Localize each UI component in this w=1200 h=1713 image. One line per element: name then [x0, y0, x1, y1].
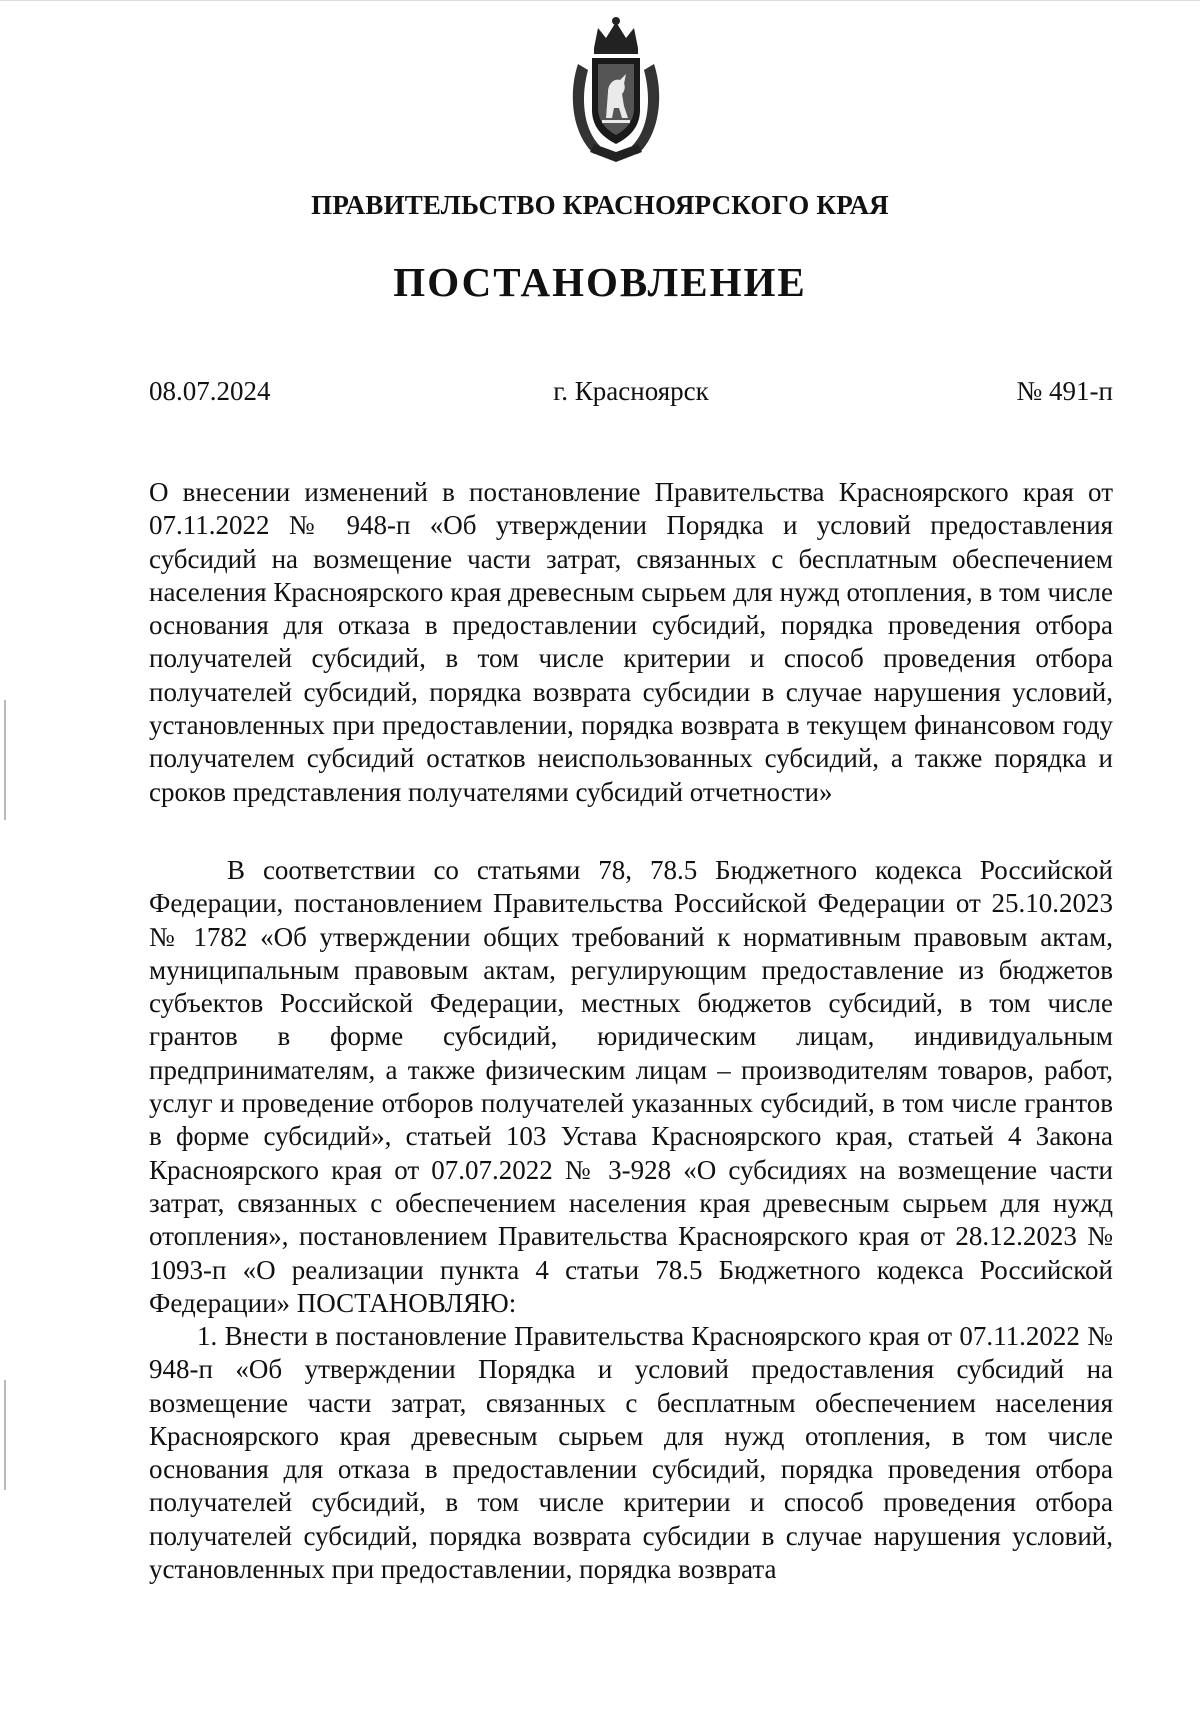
- document-meta-row: [149, 376, 1113, 412]
- krasnoyarsk-coat-of-arms-icon: [564, 14, 668, 164]
- preamble-paragraph: В соответствии со статьями 78, 78.5 Бюджетного кодекса Российской Федерации, постановлением Правительства Российской Федерации от 25.10.2023 № 1782 «Об утверждении общих требований к нормативным правовым актам, муниципальным правовым актам, регулирующим предоставление из бюджетов субъектов Российской Федерации, местных бюджетов субсидий, в том числе грантов в форме субсидий, юридическим лицам, индивидуальным предпринимателям, а также физическим лицам – производителям товаров, работ, услуг и проведение отборов получателей указанных субсидий, в том числе грантов в форме субсидий», статьей 103 Устава Красноярского края, статьей 4 Закона Красноярского края от 07.07.2022 № 3-928 «О субсидиях на возмещение части затрат, связанных с обеспечением населения края древесным сырьем для нужд отопления», постановлением Правительства Красноярского края от 28.12.2023 № 1093-п «О реализации пункта 4 статьи 78.5 Бюджетного кодекса Российской Федерации» ПОСТАНОВЛЯЮ:: [149, 855, 1113, 1318]
- document-subject: О внесении изменений в постановление Правительства Красноярского края от 07.11.2022 № 948-п «Об утверждении Порядка и условий предоставления субсидий на возмещение части затрат, связанных с бесплатным обеспечением населения Красноярского края древесным сырьем для нужд отопления, в том числе основания для отказа в предоставлении субсидий, порядка проведения отбора получателей субсидий, в том числе критерии и способ проведения отбора получателей субсидий, порядка возврата субсидии в случае нарушения условий, установленных при предоставлении, порядка возврата в текущем финансовом году получателем субсидий остатков неиспользованных субсидий, а также порядка и сроков представления получателями субсидий отчетности»: [149, 477, 1113, 807]
- document-date: 08.07.2024: [149, 376, 271, 406]
- document-city: г. Красноярск: [553, 376, 709, 406]
- scan-top-edge: [0, 0, 1200, 1]
- government-title: ПРАВИТЕЛЬСТВО КРАСНОЯРСКОГО КРАЯ: [311, 190, 889, 220]
- document-type-title: ПОСТАНОВЛЕНИЕ: [393, 259, 807, 305]
- scan-margin-mark: [4, 1380, 6, 1490]
- item-1-paragraph: 1. Внести в постановление Правительства Красноярского края от 07.11.2022 № 948-п «Об утверждении Порядка и условий предоставления субсидий на возмещение части затрат, связанных с бесплатным обеспечением населения Красноярского края древесным сырьем для нужд отопления, в том числе основания для отказа в предоставлении субсидий, порядка проведения отбора получателей субсидий, в том числе критерии и способ проведения отбора получателей субсидий, порядка возврата субсидии в случае нарушения условий, установленных при предоставлении, порядка возврата: [149, 1321, 1113, 1585]
- scan-margin-mark: [4, 700, 6, 820]
- document-number: № 491-п: [1016, 376, 1113, 406]
